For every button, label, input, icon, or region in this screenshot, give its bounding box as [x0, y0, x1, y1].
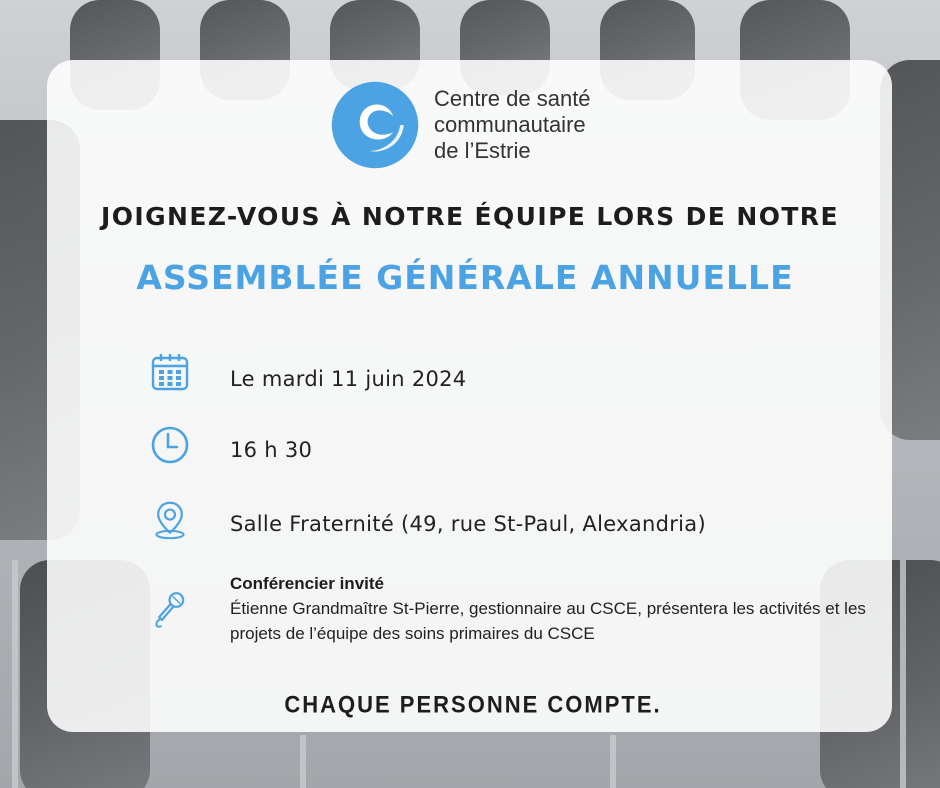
- organization-logo: [330, 80, 591, 170]
- event-location: Salle Fraternité (49, rue St-Paul, Alexandria): [230, 512, 706, 536]
- time-row: [150, 425, 190, 465]
- speaker-description: Étienne Grandmaître St-Pierre, gestionnaire au CSCE, présentera les activités et les projets de l’équipe des soins primaires du CSCE: [230, 599, 866, 643]
- chair-leg: [900, 560, 906, 788]
- chair-leg: [12, 560, 18, 788]
- tagline: CHAQUE PERSONNE COMPTE.: [284, 690, 662, 719]
- headline: JOIGNEZ-VOUS À NOTRE ÉQUIPE LORS DE NOTRE: [101, 202, 839, 231]
- speaker-heading: Conférencier invité: [230, 574, 384, 593]
- calendar-icon: [150, 352, 190, 392]
- organization-name-line: Centre de santé: [434, 86, 591, 111]
- organization-name: [434, 86, 591, 164]
- location-row: [150, 500, 190, 540]
- organization-name-line: communautaire: [434, 112, 586, 137]
- event-time: 16 h 30: [230, 438, 313, 462]
- chair-leg: [300, 735, 306, 788]
- clock-icon: [150, 425, 190, 465]
- organization-name-line: de l’Estrie: [434, 138, 531, 163]
- chair-leg: [610, 735, 616, 788]
- event-title: ASSEMBLÉE GÉNÉRALE ANNUELLE: [136, 258, 794, 297]
- microphone-icon: [150, 590, 190, 630]
- map-pin-icon: [150, 500, 190, 540]
- date-row: [150, 352, 190, 392]
- event-date: Le mardi 11 juin 2024: [230, 367, 467, 391]
- swirl-logo-icon: [330, 80, 420, 170]
- speaker-row: [150, 590, 190, 630]
